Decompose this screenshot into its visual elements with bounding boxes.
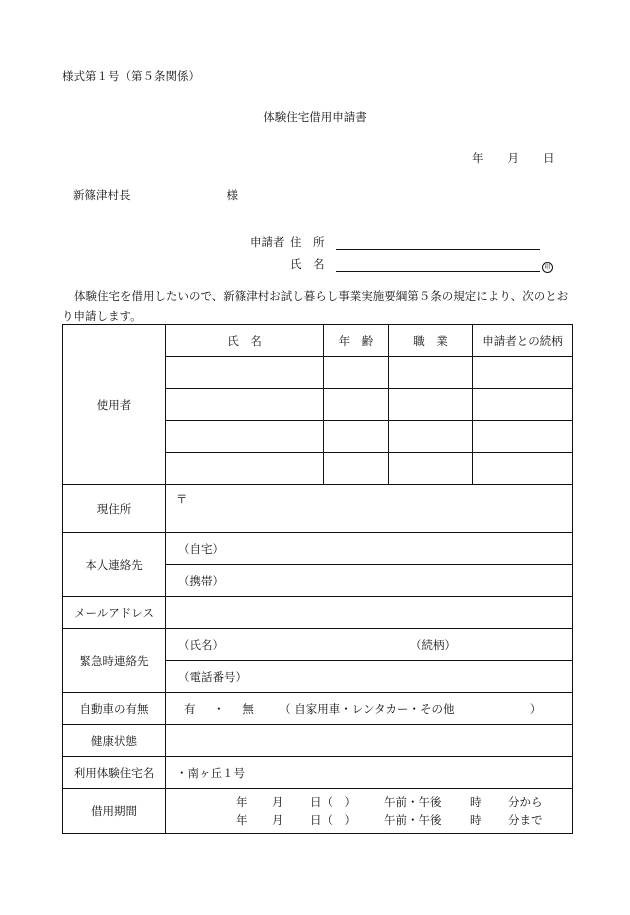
applicant-address-label: 住 所 (290, 235, 325, 249)
car-close: ） (529, 701, 542, 716)
user-age-cell[interactable] (324, 453, 389, 485)
email-field[interactable] (166, 597, 573, 629)
user-relationship-cell[interactable] (473, 389, 573, 421)
period-from-day: 日（ ） (310, 795, 356, 809)
period-from-minute: 分から (508, 795, 543, 809)
user-age-cell[interactable] (324, 389, 389, 421)
period-to-day: 日（ ） (310, 813, 356, 827)
contact-mobile-label: （携帯） (178, 573, 224, 588)
date-month: 月 (507, 151, 519, 165)
user-age-cell[interactable] (324, 357, 389, 389)
period-from-ampm: 午前・午後 (384, 795, 442, 809)
house-label: 利用体験住宅名 (63, 757, 166, 789)
user-name-cell[interactable] (166, 389, 324, 421)
current-address-field[interactable] (166, 485, 573, 533)
health-field[interactable] (166, 725, 573, 757)
applicant-name-field[interactable] (336, 257, 540, 272)
emergency-name-field[interactable] (166, 629, 573, 661)
applicant-block (250, 228, 553, 272)
user-relationship-cell[interactable] (473, 453, 573, 485)
col-relationship: 申請者との続柄 (473, 325, 573, 357)
form-number: 様式第１号（第５条関係） (62, 69, 200, 83)
user-name-cell[interactable] (166, 453, 324, 485)
house-value: ・南ヶ丘１号 (166, 757, 573, 789)
user-occupation-cell[interactable] (389, 357, 473, 389)
honorific: 様 (226, 188, 238, 202)
user-occupation-cell[interactable] (389, 453, 473, 485)
date-day: 日 (543, 151, 555, 165)
period-to-year: 年 (236, 813, 248, 827)
user-name-cell[interactable] (166, 421, 324, 453)
users-label: 使用者 (63, 325, 166, 485)
user-relationship-cell[interactable] (473, 357, 573, 389)
period-to-minute: 分まで (508, 813, 543, 827)
applicant-name-label: 氏 名 (290, 257, 325, 271)
health-label: 健康状態 (63, 725, 166, 757)
period-field[interactable] (166, 789, 573, 834)
applicant-prefix: 申請者 (250, 235, 285, 249)
contact-mobile-field[interactable] (166, 565, 573, 597)
car-no-option[interactable]: 無 (242, 701, 254, 716)
emergency-label: 緊急時連絡先 (63, 629, 166, 693)
car-separator: ・ (213, 701, 225, 716)
car-yes-option[interactable]: 有 (184, 701, 196, 716)
user-relationship-cell[interactable] (473, 421, 573, 453)
intro-text: 体験住宅を借用したいので、新篠津村お試し暮らし事業実施要綱第５条の規定により、次のとおり申請します。 (62, 289, 569, 323)
period-from-year: 年 (236, 795, 248, 809)
period-to-month: 月 (272, 813, 284, 827)
col-age: 年 齢 (324, 325, 389, 357)
contact-label: 本人連絡先 (63, 533, 166, 597)
postal-mark: 〒 (176, 492, 188, 506)
emergency-relation-label: （続柄） (410, 637, 456, 652)
period-to-line (166, 811, 572, 829)
user-occupation-cell[interactable] (389, 389, 473, 421)
current-address-label: 現住所 (63, 485, 166, 533)
application-table (62, 324, 573, 834)
addressee (73, 187, 238, 203)
user-name-cell[interactable] (166, 357, 324, 389)
email-label: メールアドレス (63, 597, 166, 629)
contact-home-label: （自宅） (178, 541, 224, 556)
seal-icon: 印 (542, 262, 553, 273)
date-year: 年 (472, 151, 484, 165)
date-line (472, 150, 555, 166)
period-to-ampm: 午前・午後 (384, 813, 442, 827)
applicant-address-field[interactable] (336, 235, 540, 250)
period-from-month: 月 (272, 795, 284, 809)
col-occupation: 職 業 (389, 325, 473, 357)
car-field[interactable] (166, 693, 573, 725)
period-to-hour: 時 (470, 813, 482, 827)
addressee-name: 新篠津村長 (73, 188, 131, 202)
emergency-phone-field[interactable] (166, 661, 573, 693)
period-from-line (166, 793, 572, 811)
emergency-phone-label: （電話番号） (178, 669, 247, 684)
emergency-name-label: （氏名） (178, 637, 224, 652)
contact-home-field[interactable] (166, 533, 573, 565)
car-options: （ 自家用車・レンタカー・その他 (279, 701, 455, 716)
document-title: 体験住宅借用申請書 (263, 110, 367, 124)
user-occupation-cell[interactable] (389, 421, 473, 453)
car-label: 自動車の有無 (63, 693, 166, 725)
period-label: 借用期間 (63, 789, 166, 834)
col-name: 氏 名 (166, 325, 324, 357)
user-age-cell[interactable] (324, 421, 389, 453)
period-from-hour: 時 (470, 795, 482, 809)
